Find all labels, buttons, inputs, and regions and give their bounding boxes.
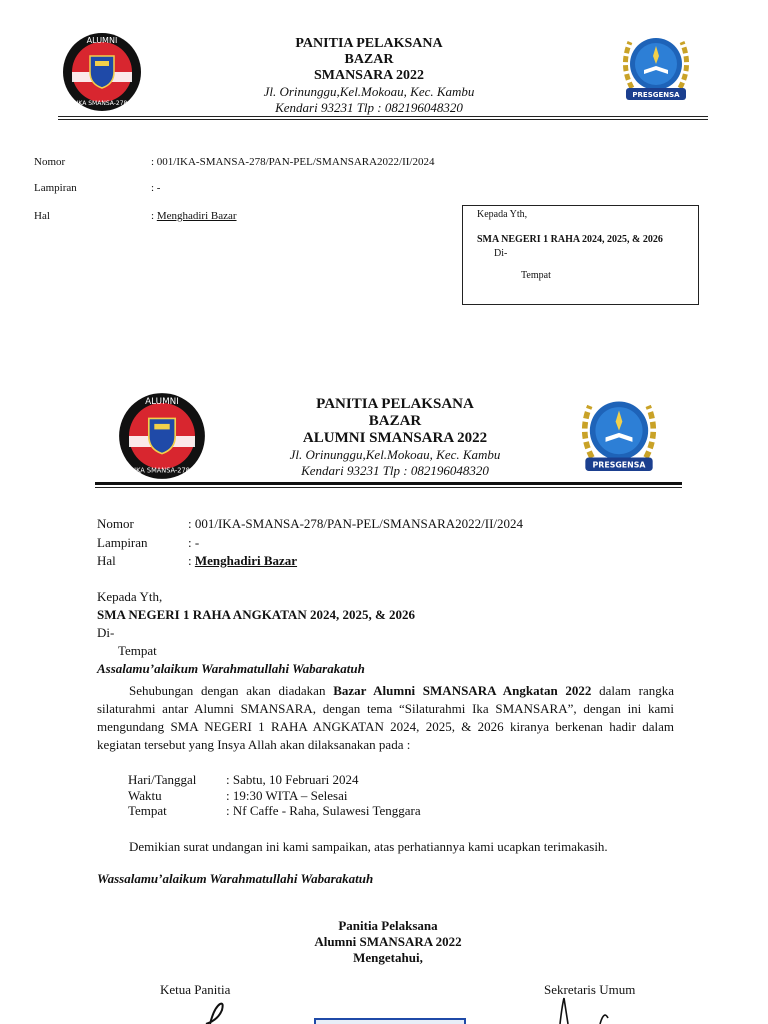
right-signature-icon xyxy=(550,996,620,1024)
event-tempat-value: : Nf Caffe - Raha, Sulawesi Tenggara xyxy=(226,803,421,818)
logo-banner-text: PRESGENSA xyxy=(592,460,646,470)
letter-nomor-label: Nomor xyxy=(97,516,134,531)
address-box-recipient: SMA NEGERI 1 RAHA 2024, 2025, & 2026 xyxy=(477,234,663,245)
letter-hal-label: Hal xyxy=(97,553,116,568)
envelope-address-box xyxy=(462,205,699,305)
letter-recipient-tempat: Tempat xyxy=(118,643,157,658)
letter-farewell: Wassalamu’alaikum Warahmatullahi Wabarakatuh xyxy=(97,871,374,886)
letter-header-address1: Jl. Orinunggu,Kel.Mokoau, Kec. Kambu xyxy=(289,447,501,462)
event-waktu-label: Waktu xyxy=(128,788,162,803)
presgensa-logo-icon xyxy=(576,388,662,480)
signature-right-title: Sekretaris Umum xyxy=(544,982,636,997)
envelope-lampiran-label: Lampiran xyxy=(34,182,77,194)
header-line3: SMANSARA 2022 xyxy=(313,68,425,83)
envelope-nomor-label: Nomor xyxy=(34,156,66,168)
letter-header-address2: Kendari 93231 Tlp : 082196048320 xyxy=(301,463,489,478)
address-box-kepada: Kepada Yth, xyxy=(477,209,528,220)
letter-lampiran-value: : - xyxy=(188,535,200,550)
stamp-fragment xyxy=(314,1018,466,1024)
body-part-b: dalam rangka silaturahmi antar Alumni SMANSARA, dengan tema “Silaturahmi Ika SMANSARA”, dengan ini kami mengundang SMA NEGERI 1 RAHA ANGKATAN 2024, 2025, & 2026 kiranya berkenan hadir dalam kegiatan tersebut yang Insya Allah akan dilaksanakan pada : xyxy=(97,683,674,752)
event-hari-label: Hari/Tanggal xyxy=(128,772,197,787)
letter-lampiran-label: Lampiran xyxy=(97,535,148,550)
letter-closing: Demikian surat undangan ini kami sampaikan, atas perhatiannya kami ucapkan terimakasih. xyxy=(129,839,608,854)
letter-header xyxy=(225,396,565,479)
header-line1: PANITIA PELAKSANA xyxy=(295,36,443,51)
letter-header-line1: PANITIA PELAKSANA xyxy=(316,396,474,412)
header-address2: Kendari 93231 Tlp : 082196048320 xyxy=(275,100,463,115)
envelope-hal-row xyxy=(151,210,237,222)
envelope-header-rule xyxy=(58,116,708,117)
letter-body-paragraph xyxy=(97,682,674,754)
letter-hal-colon: : xyxy=(188,553,195,568)
letter-greeting: Assalamu’alaikum Warahmatullahi Wabarakatuh xyxy=(97,661,365,676)
letter-kepada: Kepada Yth, xyxy=(97,589,163,604)
envelope-hal-label: Hal xyxy=(34,210,50,222)
alumni-logo-icon xyxy=(118,392,206,480)
event-tempat-label: Tempat xyxy=(128,803,167,818)
alumni-logo-icon xyxy=(62,32,142,112)
left-signature-icon xyxy=(180,1000,240,1024)
letter-header-rule-2 xyxy=(95,487,682,488)
letter-hal-value: Menghadiri Bazar xyxy=(194,553,298,568)
letter-signoff xyxy=(238,918,538,966)
letter-header-rule xyxy=(95,482,682,485)
address-box-tempat: Tempat xyxy=(521,270,551,281)
signoff-line1: Panitia Pelaksana xyxy=(338,918,438,933)
envelope-header-rule-2 xyxy=(58,119,708,120)
body-event-name: Bazar Alumni SMANSARA Angkatan 2022 xyxy=(333,683,592,698)
letter-hal-row xyxy=(188,553,297,569)
event-waktu-value: : 19:30 WITA – Selesai xyxy=(226,788,348,803)
letter-header-line3: ALUMNI SMANSARA 2022 xyxy=(302,430,488,446)
letter-nomor-value: : 001/IKA-SMANSA-278/PAN-PEL/SMANSARA2022/II/2024 xyxy=(188,516,524,531)
logo-top-text: ALUMNI xyxy=(86,36,118,45)
address-box-di: Di- xyxy=(494,248,508,259)
presgensa-logo-icon xyxy=(618,26,694,108)
logo-banner-text: PRESGENSA xyxy=(632,91,680,99)
signoff-line3: Mengetahui, xyxy=(353,950,423,965)
envelope-hal-value: Menghadiri Bazar xyxy=(156,210,237,222)
signature-left-title: Ketua Panitia xyxy=(160,982,231,997)
signoff-line2: Alumni SMANSARA 2022 xyxy=(314,934,462,949)
header-address1: Jl. Orinunggu,Kel.Mokoau, Kec. Kambu xyxy=(263,84,475,99)
letter-header-line2: BAZAR xyxy=(368,413,422,429)
event-hari-value: : Sabtu, 10 Februari 2024 xyxy=(226,772,359,787)
envelope-hal-colon: : xyxy=(151,210,157,222)
envelope-lampiran-value: : - xyxy=(151,182,161,194)
letter-recipient-di: Di- xyxy=(97,625,115,640)
header-line2: BAZAR xyxy=(344,52,394,67)
letter-recipient-name: SMA NEGERI 1 RAHA ANGKATAN 2024, 2025, & 2026 xyxy=(97,607,416,622)
logo-bottom-text: IKA SMANSA-278 xyxy=(134,466,190,475)
envelope-nomor-value: : 001/IKA-SMANSA-278/PAN-PEL/SMANSARA2022/II/2024 xyxy=(151,156,435,168)
body-part-a: Sehubungan dengan akan diadakan xyxy=(129,683,334,698)
logo-bottom-text: IKA SMANSA-278 xyxy=(76,100,128,107)
envelope-header xyxy=(200,36,538,116)
logo-top-text: ALUMNI xyxy=(145,397,179,408)
